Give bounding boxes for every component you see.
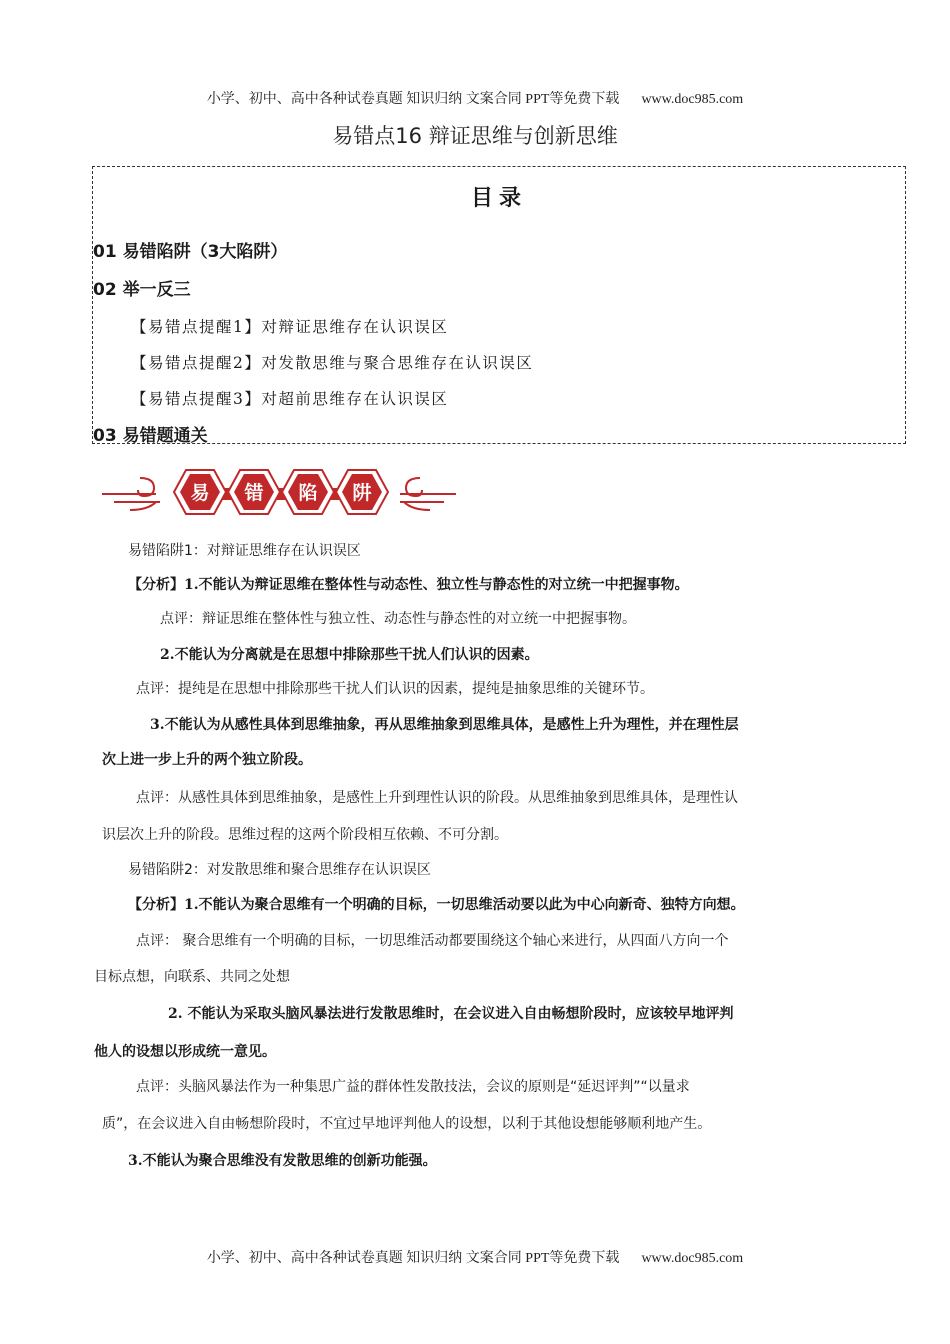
trap-1-heading: 易错陷阱1：对辩证思维存在认识误区 (128, 543, 361, 559)
trap-1-analysis-3-line-2: 次上进一步上升的两个独立阶段。 (102, 752, 312, 768)
toc-title: 目录 (470, 186, 527, 211)
toc-subitem-2[interactable]: 【易错点提醒2】对发散思维与聚合思维存在认识误区 (131, 354, 534, 372)
trap-2-comment-2-line-2: 质”，在会议进入自由畅想阶段时，不宜过早地评判他人的设想，以利于其他设想能够顺利地产生。 (102, 1116, 712, 1132)
trap-1-comment-1: 点评：辩证思维在整体性与独立性、动态性与静态性的对立统一中把握事物。 (160, 611, 636, 627)
trap-1-comment-2: 点评：提纯是在思想中排除那些干扰人们认识的因素，提纯是抽象思维的关键环节。 (136, 681, 654, 697)
trap-2-analysis-2-line-1: 2. 不能认为采取头脑风暴法进行发散思维时，在会议进入自由畅想阶段时，应该较早地评判 (168, 1006, 734, 1022)
trap-2-heading: 易错陷阱2：对发散思维和聚合思维存在认识误区 (128, 862, 431, 878)
trap-1-comment-3-line-2: 识层次上升的阶段。思维过程的这两个阶段相互依赖、不可分割。 (102, 827, 508, 843)
banner-char-4: 阱 (352, 482, 372, 504)
banner-char-1: 易 (190, 482, 210, 504)
toc-subitem-3[interactable]: 【易错点提醒3】对超前思维存在认识误区 (131, 390, 449, 408)
header-url[interactable]: www.doc985.com (641, 92, 744, 107)
toc-section-2[interactable]: 02 举一反三 (93, 280, 191, 300)
trap-2-comment-2-line-1: 点评：头脑风暴法作为一种集思广益的群体性发散技法，会议的原则是“延迟评判”“以量求 (136, 1079, 690, 1095)
toc-section-3[interactable]: 03 易错题通关 (93, 426, 208, 446)
left-swirl-ornament (102, 478, 160, 510)
trap-2-comment-1-line-2: 目标点想，向联系、共同之处想 (94, 969, 290, 985)
trap-2-analysis-2-line-2: 他人的设想以形成统一意见。 (94, 1044, 276, 1060)
page-footer (0, 1247, 950, 1267)
trap-2-analysis-3: 3.不能认为聚合思维没有发散思维的创新功能强。 (128, 1153, 437, 1169)
toc-section-1[interactable]: 01 易错陷阱（3大陷阱） (93, 242, 288, 262)
table-of-contents (92, 166, 906, 444)
trap-1-comment-3-line-1: 点评：从感性具体到思维抽象，是感性上升到理性认识的阶段。从思维抽象到思维具体，是理性认 (136, 790, 738, 806)
toc-subitem-1[interactable]: 【易错点提醒1】对辩证思维存在认识误区 (131, 318, 449, 336)
footer-url[interactable]: www.doc985.com (641, 1251, 744, 1266)
trap-1-analysis-1: 【分析】1.不能认为辩证思维在整体性与动态性、独立性与静态性的对立统一中把握事物。 (128, 577, 689, 593)
trap-1-analysis-2: 2.不能认为分离就是在思想中排除那些干扰人们认识的因素。 (160, 647, 539, 663)
trap-banner (100, 460, 460, 524)
footer-text: 小学、初中、高中各种试卷真题 知识归纳 文案合同 PPT等免费下载 (206, 1251, 620, 1266)
trap-2-comment-1-line-1: 点评： 聚合思维有一个明确的目标，一切思维活动都要围绕这个轴心来进行，从四面八方向一个 (136, 933, 729, 949)
page-header (0, 88, 950, 108)
trap-1-analysis-3-line-1: 3.不能认为从感性具体到思维抽象，再从思维抽象到思维具体，是感性上升为理性，并在理性层 (150, 717, 739, 733)
document-title: 易错点16 辩证思维与创新思维 (332, 124, 618, 148)
banner-char-3: 陷 (298, 482, 318, 504)
right-swirl-ornament (400, 478, 456, 510)
header-text: 小学、初中、高中各种试卷真题 知识归纳 文案合同 PPT等免费下载 (206, 92, 620, 107)
trap-2-analysis-1: 【分析】1.不能认为聚合思维有一个明确的目标，一切思维活动要以此为中心向新奇、独特方向想。 (128, 897, 745, 913)
banner-char-2: 错 (244, 482, 264, 504)
